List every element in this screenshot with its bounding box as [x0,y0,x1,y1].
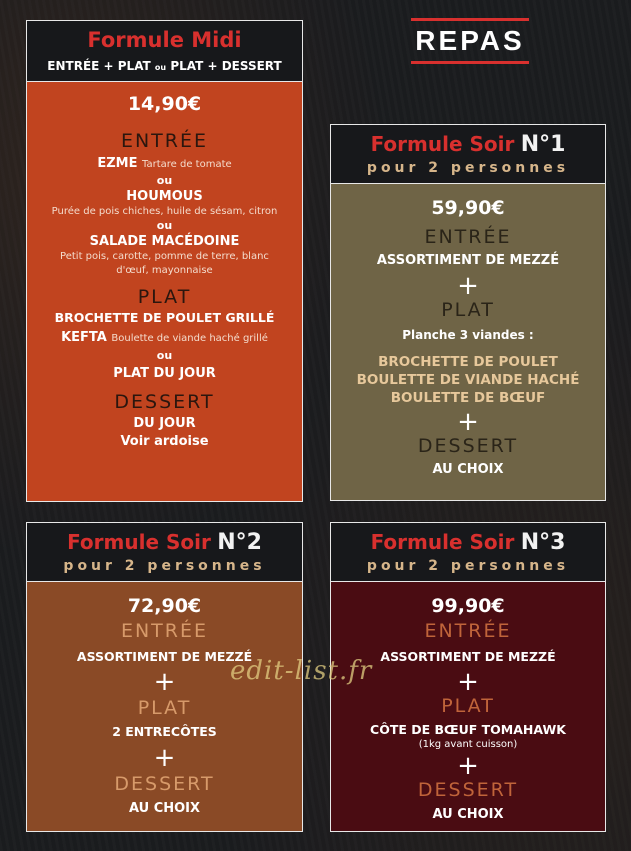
subtitle-or: ou [154,63,167,72]
item-desc: Boulette de viande haché grillé [111,333,268,344]
title-number: N°1 [520,132,566,157]
item-name: AU CHOIX [432,462,504,477]
section-plat-label: PLAT [441,695,495,717]
section-plat-label: PLAT [137,697,192,719]
plus-separator: + [153,667,176,697]
item-name: BROCHETTE DE POULET [378,354,558,370]
item-name: BROCHETTE DE POULET GRILLÉ [54,310,275,325]
logo-bottom-bar [411,61,529,64]
panel-subtitle: pour 2 personnes [366,558,570,574]
item-name: ASSORTIMENT DE MEZZÉ [76,649,253,664]
item-desc: d'œuf, mayonnaise [116,265,213,276]
section-entree-label: ENTRÉE [424,620,512,642]
panel-body [331,582,605,831]
section-plat-label: PLAT [137,286,192,308]
price: 14,90€ [127,93,202,115]
title-number: N°3 [520,530,566,555]
menu-item [27,155,302,173]
item-name: Voir ardoise [120,434,209,449]
item-name: SALADE MACÉDOINE [89,234,240,249]
panel-formule-soir-1 [330,124,606,501]
logo-text: REPAS [415,25,525,56]
or-separator: ou [156,219,173,232]
subtitle-part-a: ENTRÉE + PLAT [47,59,151,73]
panel-title [27,529,302,556]
section-dessert-label: DESSERT [114,773,215,795]
item-name: EZME [97,156,138,171]
item-name: ASSORTIMENT DE MEZZÉ [376,253,560,268]
title-text: Formule Soir [67,530,211,554]
panel-header [331,125,605,184]
section-plat-label: PLAT [441,299,495,321]
item-name: BOULETTE DE BŒUF [390,390,546,406]
item-name: DU JOUR [133,416,196,431]
price: 99,90€ [431,595,505,617]
item-name: AU CHOIX [128,801,201,816]
item-name: ASSORTIMENT DE MEZZÉ [380,649,556,664]
plus-separator: + [153,743,176,773]
section-dessert-label: DESSERT [417,435,519,457]
plus-separator: + [457,271,479,301]
item-note: (1kg avant cuisson) [418,739,518,750]
panel-header [27,21,302,82]
panel-header [27,523,302,582]
plus-separator: + [457,667,479,697]
plus-separator: + [457,407,479,437]
price: 59,90€ [431,197,505,219]
item-name: HOUMOUS [126,189,203,204]
item-name: BOULETTE DE VIANDE HACHÉ [356,372,580,388]
watermark: edit-list.fr [230,656,373,686]
item-desc: Purée de pois chiches, huile de sésam, citron [51,206,278,217]
plus-separator: + [457,751,479,781]
panel-header [331,523,605,582]
panel-subtitle: pour 2 personnes [63,558,266,574]
section-dessert-label: DESSERT [417,779,519,801]
panel-body [27,582,302,831]
panel-body [27,82,302,501]
menu-item [27,329,302,348]
title-text: Formule Soir [370,530,515,554]
item-name: PLAT DU JOUR [113,366,216,381]
repas-logo [409,18,531,70]
item-name: KEFTA [61,330,107,345]
price: 72,90€ [127,595,202,617]
section-entree-label: ENTRÉE [424,226,512,248]
item-desc: Tartare de tomate [142,159,232,170]
title-number: N°2 [217,530,262,555]
panel-title [331,529,605,556]
item-desc: Petit pois, carotte, pomme de terre, blanc [60,251,269,262]
section-dessert-label: DESSERT [114,391,215,413]
or-separator: ou [156,174,173,187]
item-name: CÔTE DE BŒUF TOMAHAWK [370,722,566,737]
panel-body [331,184,605,500]
panel-formule-midi [26,20,303,502]
or-separator: ou [156,349,173,362]
panel-subtitle [27,57,302,77]
panel-title [331,131,605,158]
section-entree-label: ENTRÉE [120,130,209,152]
item-name: Planche 3 viandes : [402,328,534,342]
title-text: Formule Soir [370,132,515,156]
section-entree-label: ENTRÉE [120,620,209,642]
item-name: 2 ENTRECÔTES [112,724,217,739]
subtitle-part-b: PLAT + DESSERT [170,59,282,73]
panel-title: Formule Midi [87,28,242,52]
panel-subtitle: pour 2 personnes [366,160,570,176]
item-name: AU CHOIX [432,807,504,822]
